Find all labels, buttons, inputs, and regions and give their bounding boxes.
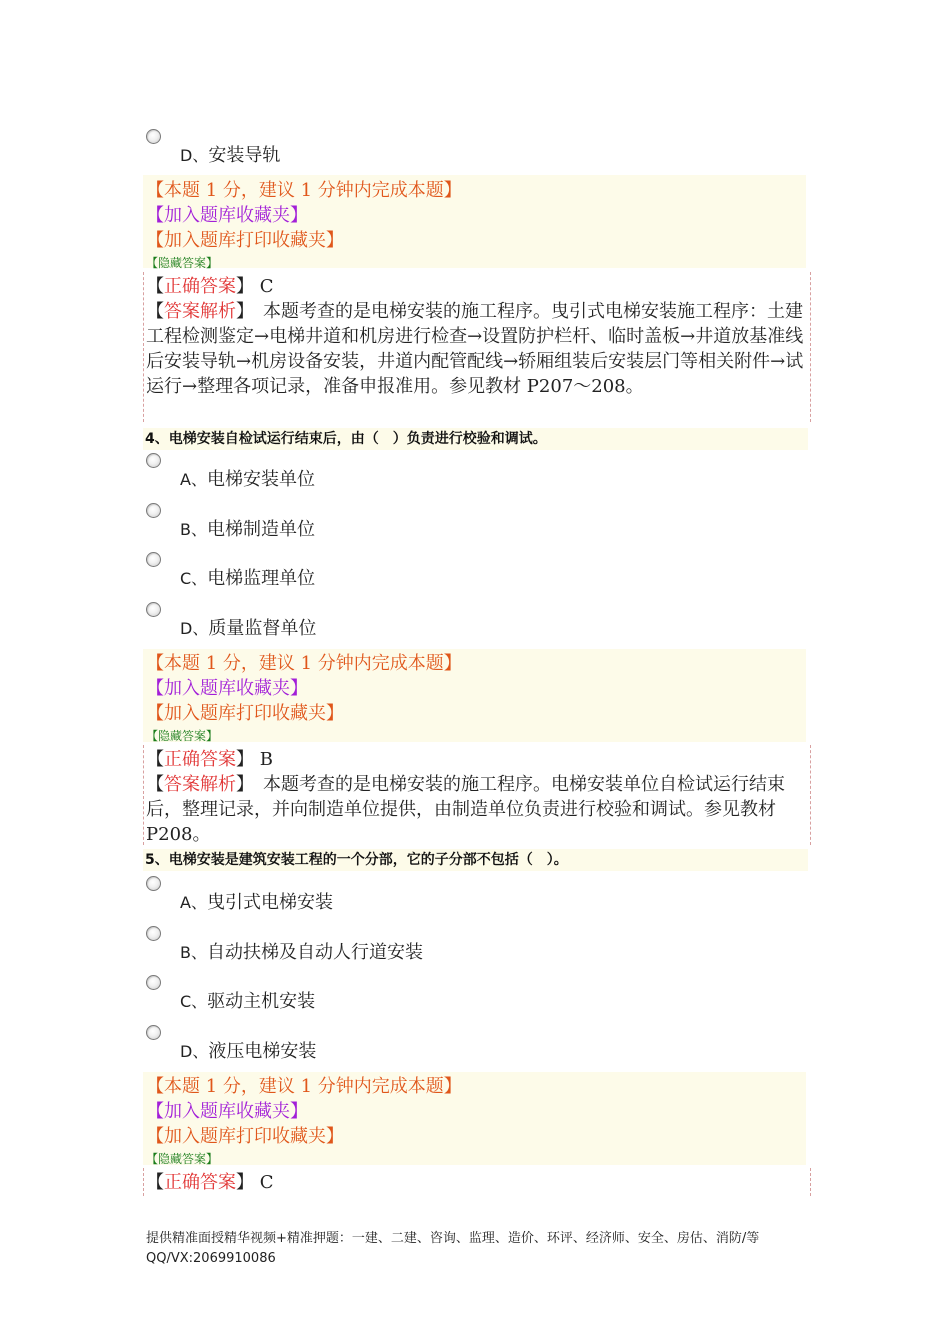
question-5-title: 5、电梯安装是建筑安装工程的一个分部，它的子分部不包括（ ）。 — [143, 849, 808, 871]
option-q3-d — [180, 141, 280, 167]
option-text: 液压电梯安装 — [208, 1041, 317, 1062]
option-text: 电梯监理单位 — [207, 568, 316, 589]
option-q4-c — [180, 564, 315, 590]
radio-q5-d[interactable] — [146, 1025, 161, 1040]
option-letter: D、 — [180, 146, 209, 165]
option-q5-c — [180, 987, 315, 1013]
answer-value: C — [259, 1172, 274, 1193]
option-letter: A、 — [180, 893, 207, 912]
hide-answer-link-q4[interactable]: 【隐藏答案】 — [146, 729, 219, 743]
option-letter: C、 — [180, 992, 208, 1011]
add-favorite-link-q4[interactable]: 【加入题库收藏夹】 — [146, 678, 308, 699]
analysis-text: 本题考查的是电梯安装的施工程序。曳引式电梯安装施工程序：土建工程检测鉴定→电梯井道和机房进行检查→设置防护栏杆、临时盖板→井道放基准线后安装导轨→机房设备安装，井道内配管配线→轿厢组装后安装层门等相关附件→试运行→整理各项记录，准备申报准用。参见教材 P207～208。 — [146, 301, 804, 397]
option-q5-d — [180, 1037, 316, 1063]
option-text: 电梯制造单位 — [206, 519, 315, 540]
option-letter: C、 — [180, 569, 208, 588]
radio-q4-a[interactable] — [146, 453, 161, 468]
hide-answer-link-q3[interactable]: 【隐藏答案】 — [146, 256, 219, 270]
add-favorite-link-q3[interactable]: 【加入题库收藏夹】 — [146, 205, 308, 226]
answer-value: C — [259, 276, 274, 297]
correct-answer-q5: 【正确答案】 C — [146, 1172, 274, 1193]
option-letter: D、 — [180, 1042, 209, 1061]
option-q5-b — [180, 938, 423, 964]
analysis-label: 答案解析 — [164, 301, 236, 322]
radio-q4-b[interactable] — [146, 503, 161, 518]
option-text: 驱动主机安装 — [207, 991, 316, 1012]
option-letter: B、 — [180, 943, 207, 962]
radio-q4-c[interactable] — [146, 552, 161, 567]
radio-q4-d[interactable] — [146, 602, 161, 617]
analysis-text: 本题考查的是电梯安装的施工程序。电梯安装单位自检试运行结束后，整理记录，并向制造单位提供，由制造单位负责进行校验和调试。参见教材 P208。 — [146, 774, 785, 845]
answer-value: B — [259, 749, 273, 770]
radio-q5-c[interactable] — [146, 975, 161, 990]
option-letter: B、 — [180, 520, 207, 539]
score-note-q5: 【本题 1 分，建议 1 分钟内完成本题】 — [146, 1076, 462, 1097]
radio-q3-d[interactable] — [146, 129, 161, 144]
radio-q5-b[interactable] — [146, 926, 161, 941]
option-q5-a — [180, 888, 333, 914]
add-print-favorite-link-q5[interactable]: 【加入题库打印收藏夹】 — [146, 1126, 344, 1147]
answer-label: 正确答案 — [164, 749, 236, 770]
add-print-favorite-link-q3[interactable]: 【加入题库打印收藏夹】 — [146, 230, 344, 251]
analysis-label: 答案解析 — [164, 774, 236, 795]
option-text: 电梯安装单位 — [206, 469, 315, 490]
answer-label: 正确答案 — [164, 1172, 236, 1193]
option-q4-b — [180, 515, 315, 541]
option-text: 质量监督单位 — [208, 618, 317, 639]
correct-answer-q4: 【正确答案】 B — [146, 749, 273, 770]
footer-ad-text: 提供精准面授精华视频+精准押题：一建、二建、咨询、监理、造价、环评、经济师、安全、房估、消防/等 QQ/VX:2069910086 — [146, 1231, 773, 1266]
answer-label: 正确答案 — [164, 276, 236, 297]
correct-answer-q3: 【正确答案】 C — [146, 276, 274, 297]
add-print-favorite-link-q4[interactable]: 【加入题库打印收藏夹】 — [146, 703, 344, 724]
add-favorite-link-q5[interactable]: 【加入题库收藏夹】 — [146, 1101, 308, 1122]
option-text: 曳引式电梯安装 — [206, 892, 333, 913]
option-q4-d — [180, 614, 316, 640]
analysis-q3: 【答案解析】 本题考查的是电梯安装的施工程序。曳引式电梯安装施工程序：土建工程检测鉴定→电梯井道和机房进行检查→设置防护栏杆、临时盖板→井道放基准线后安装导轨→机房设备安装，井道内配管配线→轿厢组装后安装层门等相关附件→试运行→整理各项记录，准备申报准用。参见教材 P207～208。 — [146, 301, 804, 397]
score-note-q3: 【本题 1 分，建议 1 分钟内完成本题】 — [146, 180, 462, 201]
option-q4-a — [180, 465, 315, 491]
hide-answer-link-q5[interactable]: 【隐藏答案】 — [146, 1152, 219, 1166]
option-letter: A、 — [180, 470, 207, 489]
option-letter: D、 — [180, 619, 209, 638]
analysis-q4: 【答案解析】 本题考查的是电梯安装的施工程序。电梯安装单位自检试运行结束后，整理记录，并向制造单位提供，由制造单位负责进行校验和调试。参见教材 P208。 — [146, 774, 785, 845]
question-4-title: 4、电梯安装自检试运行结束后，由（ ）负责进行校验和调试。 — [143, 428, 808, 450]
option-text: 安装导轨 — [208, 145, 281, 166]
option-text: 自动扶梯及自动人行道安装 — [206, 942, 423, 963]
radio-q5-a[interactable] — [146, 876, 161, 891]
score-note-q4: 【本题 1 分，建议 1 分钟内完成本题】 — [146, 653, 462, 674]
